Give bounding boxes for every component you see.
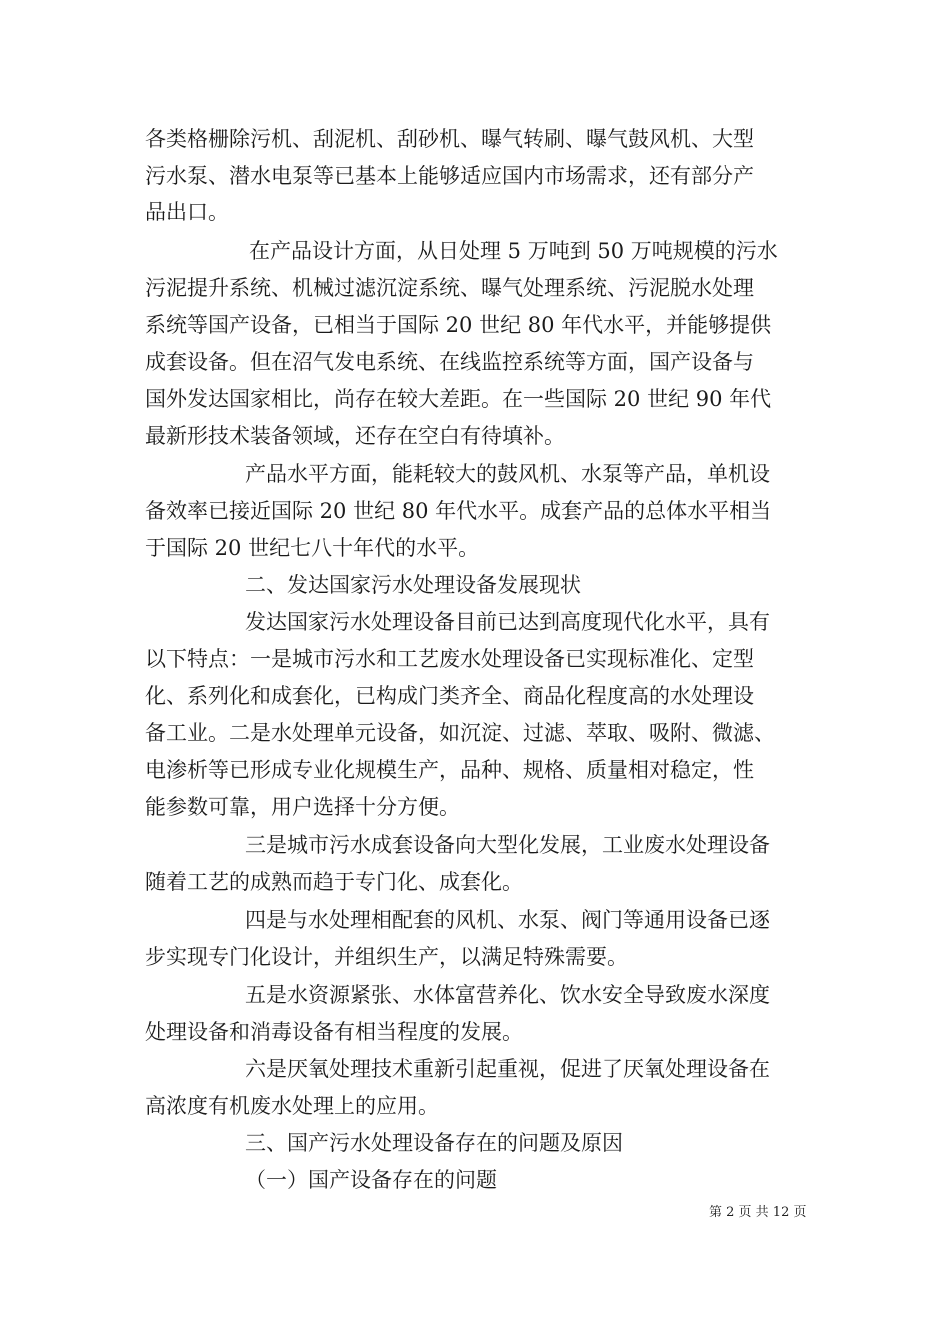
subsection-heading: （一）国产设备存在的问题 (245, 1168, 497, 1192)
text-line: 高浓度有机废水处理上的应用。 (145, 1094, 439, 1118)
text-line: 化、系列化和成套化，已构成门类齐全、商品化程度高的水处理设 (145, 684, 754, 708)
page-number: 第 2 页 共 12 页 (709, 1205, 807, 1220)
section-heading: 三、国产污水处理设备存在的问题及原因 (245, 1131, 623, 1155)
text-line: 五是水资源紧张、水体富营养化、饮水安全导致废水深度 (245, 983, 770, 1007)
text-line: 最新形技术装备领域，还存在空白有待填补。 (145, 424, 565, 448)
text-line: 备工业。二是水处理单元设备，如沉淀、过滤、萃取、吸附、微滤、 (145, 721, 775, 745)
section-heading: 二、发达国家污水处理设备发展现状 (245, 573, 581, 597)
text-line: 电渗析等已形成专业化规模生产，品种、规格、质量相对稳定，性 (145, 758, 754, 782)
text-line: 四是与水处理相配套的风机、水泵、阀门等通用设备已逐 (245, 908, 770, 932)
text-line: 各类格栅除污机、刮泥机、刮砂机、曝气转刷、曝气鼓风机、大型 (145, 127, 754, 151)
text-line: 以下特点：一是城市污水和工艺废水处理设备已实现标准化、定型 (145, 647, 754, 671)
text-line: 污水泵、潜水电泵等已基本上能够适应国内市场需求，还有部分产 (145, 164, 754, 188)
text-line: 污泥提升系统、机械过滤沉淀系统、曝气处理系统、污泥脱水处理 (145, 276, 754, 300)
text-line: 成套设备。但在沼气发电系统、在线监控系统等方面，国产设备与 (145, 350, 754, 374)
text-line: 发达国家污水处理设备目前已达到高度现代化水平，具有 (245, 610, 770, 634)
text-line: 随着工艺的成熟而趋于专门化、成套化。 (145, 870, 523, 894)
text-line: 品出口。 (145, 200, 229, 224)
text-line: 能参数可靠，用户选择十分方便。 (145, 795, 460, 819)
text-line: 六是厌氧处理技术重新引起重视，促进了厌氧处理设备在 (245, 1057, 770, 1081)
text-line: 步实现专门化设计，并组织生产，以满足特殊需要。 (145, 945, 628, 969)
text-line: 产品水平方面，能耗较大的鼓风机、水泵等产品，单机设 (245, 462, 770, 486)
text-line: 于国际 20 世纪七八十年代的水平。 (145, 536, 480, 560)
text-line: 国外发达国家相比，尚存在较大差距。在一些国际 20 世纪 90 年代 (145, 387, 772, 411)
text-line: 三是城市污水成套设备向大型化发展，工业废水处理设备 (245, 833, 770, 857)
text-line: 备效率已接近国际 20 世纪 80 年代水平。成套产品的总体水平相当 (145, 499, 772, 523)
text-line: 处理设备和消毒设备有相当程度的发展。 (145, 1020, 523, 1044)
text-line: 在产品设计方面，从日处理 5 万吨到 50 万吨规模的污水 (249, 239, 778, 263)
text-line: 系统等国产设备，已相当于国际 20 世纪 80 年代水平，并能够提供 (145, 313, 772, 337)
